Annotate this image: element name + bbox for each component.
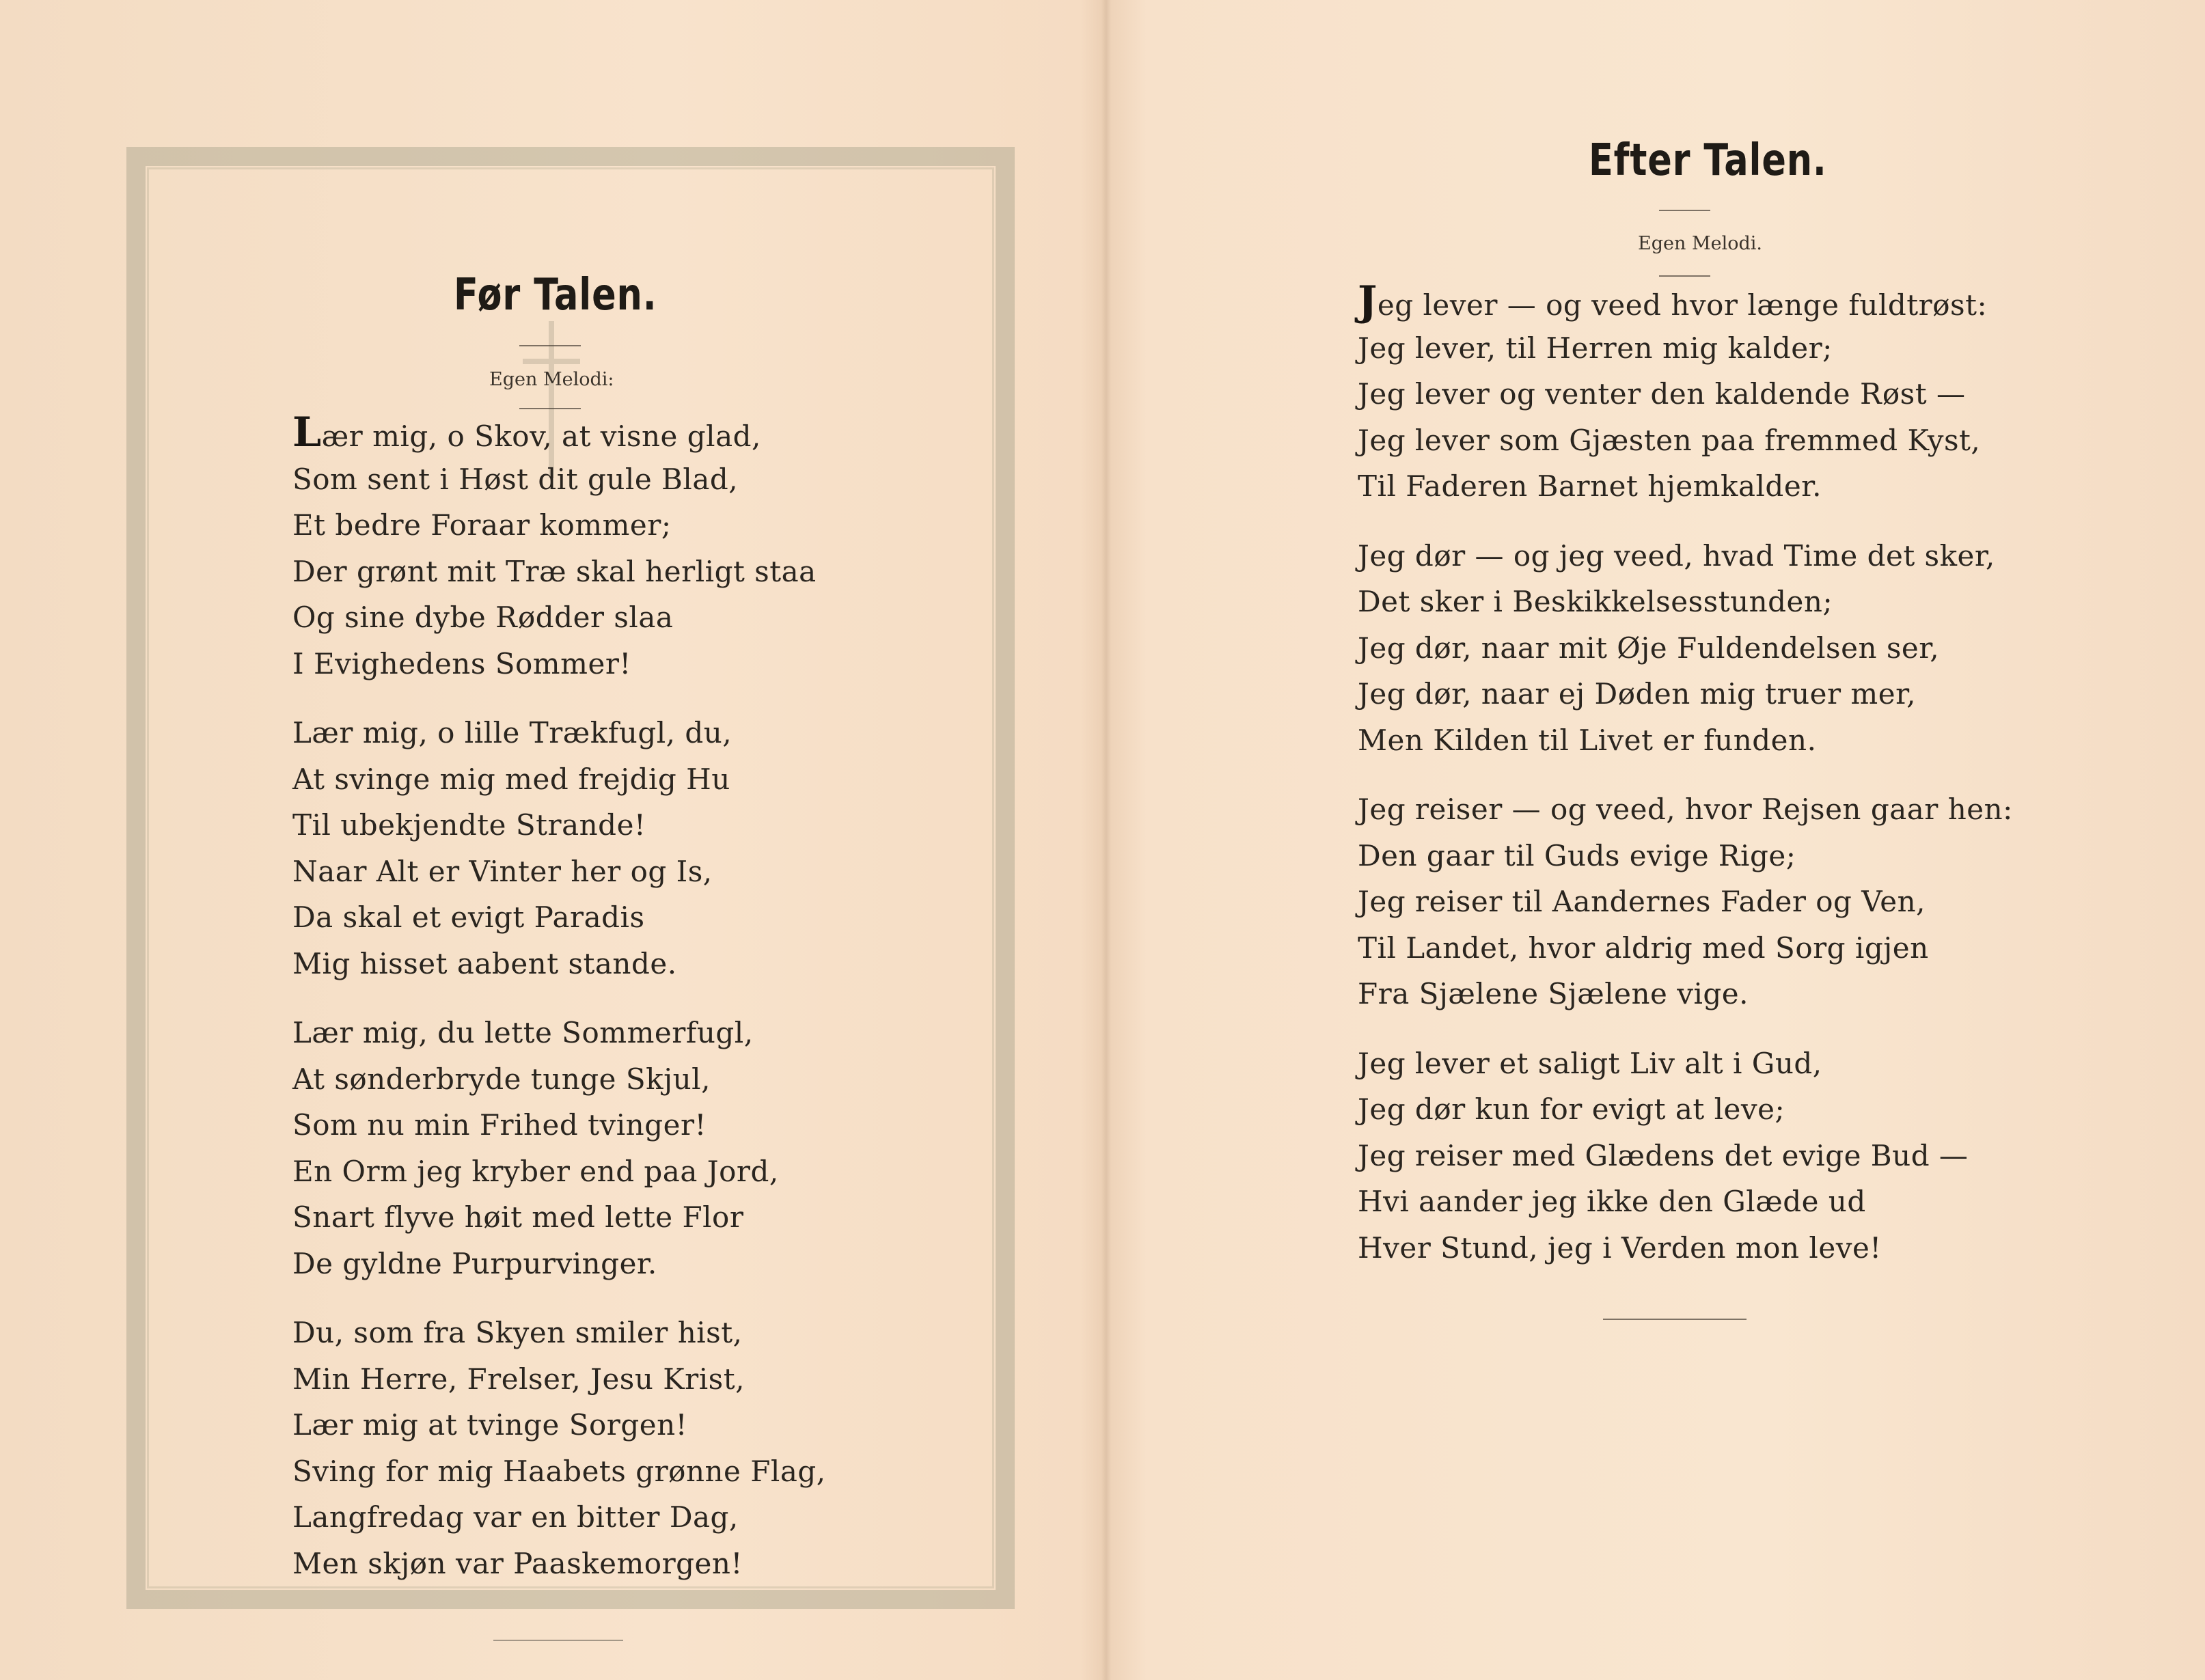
title-rule bbox=[1659, 210, 1710, 211]
poem-line: Fra Sjælene Sjælene vige. bbox=[1358, 977, 1749, 1010]
stanza-1 bbox=[292, 410, 826, 687]
poem-line: De gyldne Purpurvinger. bbox=[292, 1246, 657, 1280]
poem-line: Mig hisset aabent stande. bbox=[292, 946, 677, 980]
poem-line: Hver Stund, jeg i Verden mon leve! bbox=[1358, 1230, 1882, 1265]
poem-line: En Orm jeg kryber end paa Jord, bbox=[292, 1154, 779, 1188]
poem-line: I Evighedens Sommer! bbox=[292, 646, 631, 680]
poem-line: At svinge mig med frejdig Hu bbox=[292, 762, 730, 796]
poem-line: Til ubekjendte Strande! bbox=[292, 808, 646, 842]
poem-line-text: ær mig, o Skov, at visne glad, bbox=[321, 419, 761, 453]
poem-line: Sving for mig Haabets grønne Flag, bbox=[292, 1454, 826, 1488]
poem-line: Naar Alt er Vinter her og Is, bbox=[292, 854, 713, 888]
melody-rule bbox=[519, 408, 581, 409]
poem-line bbox=[292, 410, 826, 456]
left-poem bbox=[292, 410, 826, 1610]
melody-rule bbox=[1659, 275, 1710, 277]
poem-line: Men skjøn var Paaskemorgen! bbox=[292, 1546, 743, 1580]
poem-line: Den gaar til Guds evige Rige; bbox=[1358, 838, 1796, 872]
poem-line: Jeg dør — og jeg veed, hvad Time det sker, bbox=[1358, 538, 1995, 573]
poem-line: Du, som fra Skyen smiler hist, bbox=[292, 1316, 743, 1349]
drop-cap: L bbox=[292, 409, 322, 456]
poem-line: Til Faderen Barnet hjemkalder. bbox=[1358, 469, 1822, 503]
poem-line: Lær mig, o lille Trækfugl, du, bbox=[292, 716, 732, 749]
left-title: Før Talen. bbox=[454, 270, 657, 320]
drop-cap: J bbox=[1358, 277, 1378, 325]
left-page bbox=[0, 0, 1101, 1680]
stanza-2 bbox=[292, 710, 826, 987]
poem-line: Jeg lever et saligt Liv alt i Gud, bbox=[1358, 1046, 1822, 1080]
poem-line: Som sent i Høst dit gule Blad, bbox=[292, 462, 739, 496]
poem-line: Og sine dybe Rødder slaa bbox=[292, 601, 674, 634]
poem-line: Jeg dør, naar ej Døden mig truer mer, bbox=[1358, 677, 1916, 711]
poem-line: Jeg reiser — og veed, hvor Rejsen gaar hen: bbox=[1358, 793, 2013, 826]
poem-line: Jeg reiser til Aandernes Fader og Ven, bbox=[1358, 885, 1926, 918]
poem-line: Jeg lever som Gjæsten paa fremmed Kyst, bbox=[1358, 423, 1981, 457]
poem-line: Jeg reiser med Glædens det evige Bud — bbox=[1358, 1138, 1969, 1172]
poem-line: Jeg dør, naar mit Øje Fuldendelsen ser, bbox=[1358, 631, 1940, 665]
poem-line: Jeg lever og venter den kaldende Røst — bbox=[1358, 377, 1966, 411]
poem-line: Langfredag var en bitter Dag, bbox=[292, 1500, 739, 1534]
poem-line: At sønderbryde tunge Skjul, bbox=[292, 1062, 711, 1096]
poem-line: Som nu min Frihed tvinger! bbox=[292, 1108, 707, 1142]
poem-line: Lær mig at tvinge Sorgen! bbox=[292, 1408, 688, 1442]
poem-line: Et bedre Foraar kommer; bbox=[292, 508, 672, 542]
poem-line: Der grønt mit Træ skal herligt staa bbox=[292, 554, 817, 588]
stanza-3 bbox=[1358, 786, 2013, 1017]
right-poem bbox=[1358, 279, 2013, 1294]
poem-line: Det sker i Beskikkelsesstunden; bbox=[1358, 585, 1833, 618]
title-rule bbox=[519, 345, 581, 346]
stanza-4 bbox=[292, 1310, 826, 1586]
closing-rule bbox=[493, 1640, 623, 1641]
right-title: Efter Talen. bbox=[1589, 135, 1827, 186]
poem-line-text: eg lever — og veed hvor længe fuldtrøst: bbox=[1377, 288, 1988, 322]
right-melody: Egen Melodi. bbox=[1638, 233, 1762, 254]
poem-line: Jeg dør kun for evigt at leve; bbox=[1358, 1092, 1785, 1126]
poem-line: Hvi aander jeg ikke den Glæde ud bbox=[1358, 1185, 1866, 1218]
poem-line: Til Landet, hvor aldrig med Sorg igjen bbox=[1358, 931, 1929, 965]
stanza-2 bbox=[1358, 533, 2013, 764]
poem-line: Da skal et evigt Paradis bbox=[292, 900, 645, 934]
stanza-3 bbox=[292, 1010, 826, 1286]
left-melody: Egen Melodi: bbox=[489, 369, 614, 390]
stanza-4 bbox=[1358, 1041, 2013, 1271]
poem-line: Men Kilden til Livet er funden. bbox=[1358, 723, 1817, 757]
poem-line: Jeg lever, til Herren mig kalder; bbox=[1358, 331, 1833, 365]
closing-rule bbox=[1603, 1319, 1747, 1320]
center-fold bbox=[1101, 0, 1111, 1680]
poem-line: Min Herre, Frelser, Jesu Krist, bbox=[292, 1362, 745, 1396]
poem-line bbox=[1358, 279, 2013, 325]
stanza-1 bbox=[1358, 279, 2013, 510]
poem-line: Snart flyve høit med lette Flor bbox=[292, 1200, 744, 1234]
poem-line: Lær mig, du lette Sommerfugl, bbox=[292, 1016, 754, 1049]
